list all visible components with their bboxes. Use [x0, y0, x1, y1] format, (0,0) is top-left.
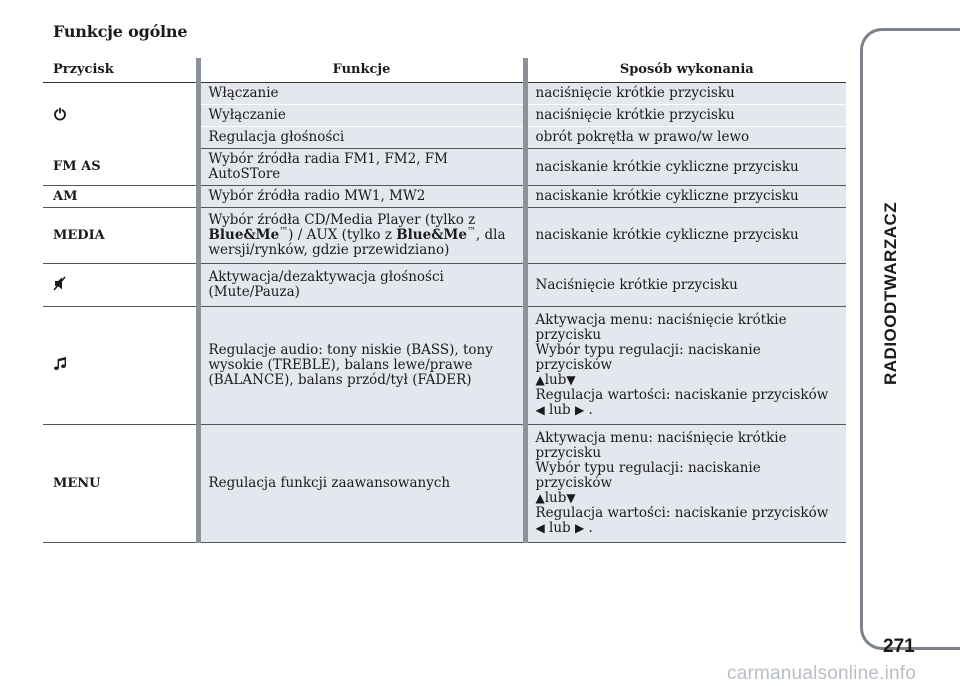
- power-button-cell: [43, 83, 198, 149]
- method-cell: obrót pokrętła w prawo/w lewo: [525, 127, 846, 149]
- function-cell: [198, 208, 525, 264]
- method-text: lub: [549, 520, 571, 536]
- button-cell-media: MEDIA: [43, 208, 198, 264]
- function-text: ) / AUX (tylko z: [288, 227, 397, 243]
- function-text: AutoSTore: [208, 166, 281, 182]
- table-row: [43, 208, 846, 264]
- function-text: Wybór źródła CD/Media Player (tylko z: [208, 212, 476, 228]
- method-cell: naciśnięcie krótkie przycisku: [525, 83, 846, 105]
- function-text: Regulacje audio: tony niskie (BASS), tony: [208, 342, 493, 358]
- arrow-up-icon: ▲: [535, 373, 545, 387]
- chapter-tab: [860, 28, 960, 650]
- function-text: wysokie (TREBLE), balans lewe/prawe: [208, 357, 473, 373]
- page-title: Funkcje ogólne: [53, 22, 188, 41]
- trademark: ™: [466, 226, 476, 237]
- method-cell: naciśnięcie krótkie przycisku: [525, 105, 846, 127]
- function-text: Wybór źródła radia FM1, FM2, FM: [208, 151, 448, 167]
- function-text: (BALANCE), balans przód/tył (FADER): [208, 372, 472, 388]
- function-cell: Regulacja głośności: [198, 127, 525, 149]
- chapter-label: [881, 345, 901, 385]
- header-button: Przycisk: [43, 58, 198, 83]
- mute-button-cell: [43, 264, 198, 307]
- method-text: Aktywacja menu: naciśnięcie krótkie przycisku: [535, 312, 787, 343]
- brand-text: Blue&Me: [396, 227, 467, 243]
- audio-button-cell: [43, 307, 198, 425]
- table-row: [43, 149, 846, 186]
- arrow-left-icon: ◀: [535, 521, 545, 535]
- function-cell: Wybór źródła radio MW1, MW2: [198, 186, 525, 208]
- table-row: [43, 186, 846, 208]
- method-cell: [525, 307, 846, 425]
- table-row: [43, 83, 846, 105]
- function-cell: Regulacja funkcji zaawansowanych: [198, 425, 525, 543]
- function-text: Aktywacja/dezaktywacja głośności: [208, 269, 444, 285]
- arrow-left-icon: ◀: [535, 403, 545, 417]
- table-row: [43, 264, 846, 307]
- method-cell: naciskanie krótkie cykliczne przycisku: [525, 186, 846, 208]
- method-text: .: [588, 520, 593, 536]
- method-text: Wybór typu regulacji: naciskanie przycisków: [535, 342, 761, 373]
- arrow-right-icon: ▶: [574, 403, 585, 417]
- function-cell: [198, 264, 525, 307]
- music-note-icon: [53, 356, 67, 375]
- function-cell: [198, 307, 525, 425]
- functions-table: [43, 58, 846, 543]
- method-text: lub: [544, 490, 567, 506]
- method-text: Regulacja wartości: naciskanie przycisków: [535, 505, 829, 521]
- method-cell: naciskanie krótkie cykliczne przycisku: [525, 208, 846, 264]
- button-cell-am: AM: [43, 186, 198, 208]
- method-text: Regulacja wartości: naciskanie przycisków: [535, 387, 829, 403]
- table-header-row: [43, 58, 846, 83]
- method-text: lub: [549, 402, 571, 418]
- power-icon: [53, 107, 67, 125]
- arrow-up-icon: ▲: [535, 491, 545, 505]
- button-cell-menu: MENU: [43, 425, 198, 543]
- function-text: , dla: [475, 227, 506, 243]
- header-method: Sposób wykonania: [525, 58, 846, 83]
- mute-icon: [53, 276, 67, 295]
- arrow-down-icon: ▼: [566, 491, 576, 505]
- method-cell: naciskanie krótkie cykliczne przycisku: [525, 149, 846, 186]
- brand-text: Blue&Me: [208, 227, 280, 243]
- table-row: [43, 307, 846, 425]
- header-function: Funkcje: [198, 58, 525, 83]
- method-text: lub: [544, 372, 567, 388]
- function-text: (Mute/Pauza): [208, 284, 300, 300]
- button-cell-fmas: FM AS: [43, 149, 198, 186]
- method-text: Aktywacja menu: naciśnięcie krótkie przycisku: [535, 430, 787, 461]
- function-cell: Włączanie: [198, 83, 525, 105]
- function-cell: [198, 149, 525, 186]
- method-text: Wybór typu regulacji: naciskanie przycisków: [535, 460, 761, 491]
- method-cell: Naciśnięcie krótkie przycisku: [525, 264, 846, 307]
- table-row: [43, 425, 846, 543]
- method-cell: [525, 425, 846, 543]
- arrow-right-icon: ▶: [574, 521, 585, 535]
- watermark: carmanualsonline.info: [727, 663, 917, 684]
- page-number: 271: [883, 636, 915, 657]
- arrow-down-icon: ▼: [566, 373, 576, 387]
- function-text: wersji/rynków, gdzie przewidziano): [208, 242, 450, 258]
- function-cell: Wyłączanie: [198, 105, 525, 127]
- method-text: .: [588, 402, 593, 418]
- trademark: ™: [279, 226, 289, 237]
